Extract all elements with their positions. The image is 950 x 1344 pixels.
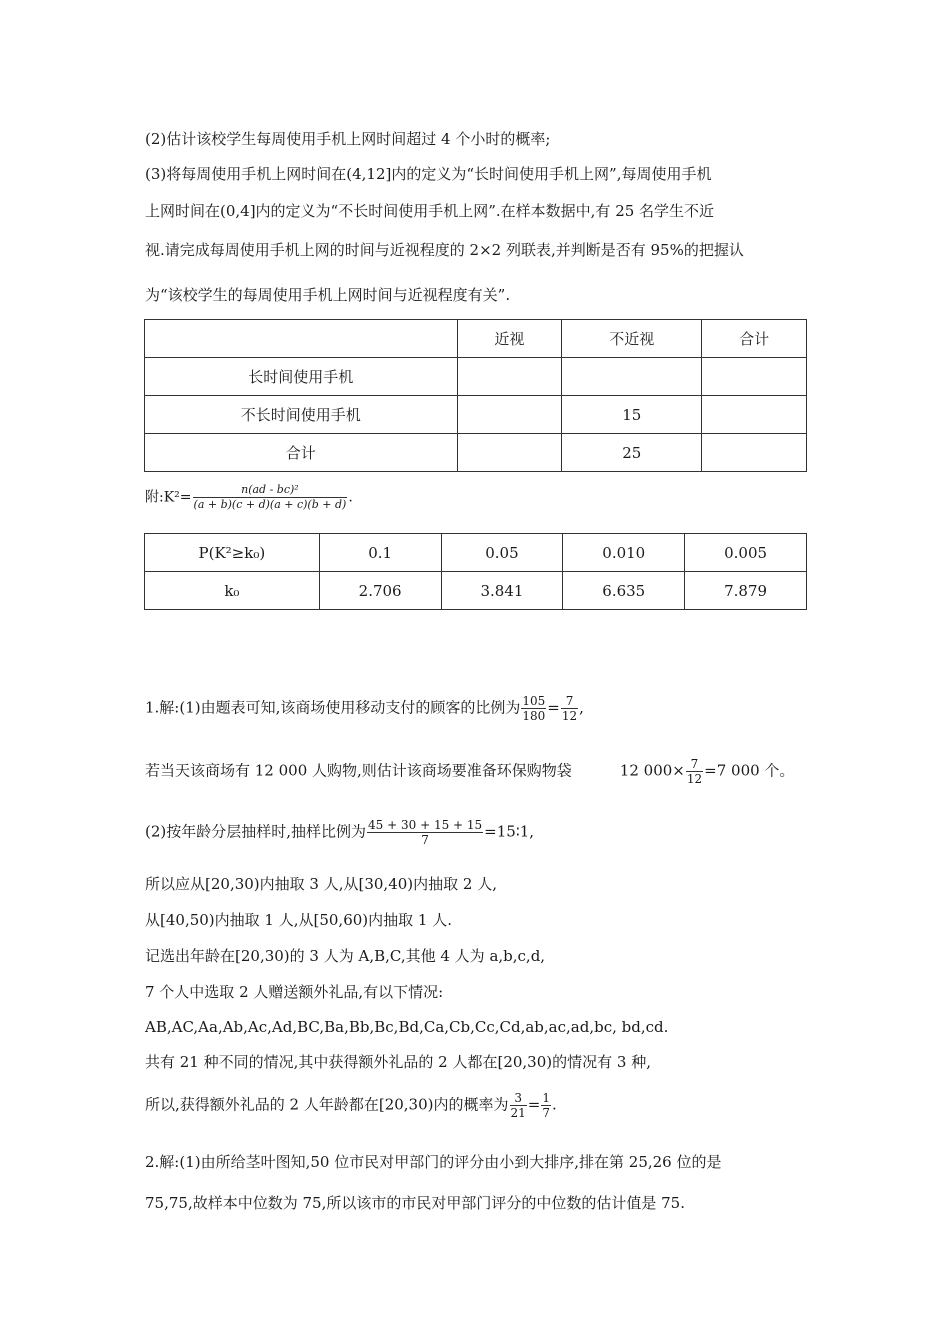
fraction-numerator: 1 xyxy=(542,1091,550,1105)
table-row xyxy=(145,572,807,610)
fraction-denominator: 21 xyxy=(510,1106,526,1120)
fraction xyxy=(510,1091,527,1120)
table-cell: 3.841 xyxy=(441,572,563,610)
answer-1-line-2 xyxy=(145,757,794,786)
fraction-numerator: 7 xyxy=(561,694,578,709)
table-cell: 近视 xyxy=(457,320,562,358)
table-cell: 0.1 xyxy=(319,534,441,572)
table-cell: 15 xyxy=(562,396,702,434)
fraction-numerator: 105 xyxy=(522,694,546,708)
table-row xyxy=(145,358,807,396)
answer-1-line-4: 所以应从[20,30)内抽取 3 人,从[30,40)内抽取 2 人, xyxy=(145,875,497,893)
table-cell: 7.879 xyxy=(685,572,807,610)
table-cell: k₀ xyxy=(145,572,320,610)
table-cell xyxy=(562,358,702,396)
table-cell: 0.010 xyxy=(563,534,685,572)
answer-text: =15∶1, xyxy=(484,822,535,841)
table-cell: 不长时间使用手机 xyxy=(145,396,458,434)
table-cell xyxy=(702,358,807,396)
answer-1-line-1 xyxy=(145,694,584,723)
table-row xyxy=(145,534,807,572)
answer-text: =7 000 个。 xyxy=(704,761,795,780)
question-2: (2)估计该校学生每周使用手机上网时间超过 4 个小时的概率; xyxy=(145,130,551,148)
answer-1-line-7: 7 个人中选取 2 人赠送额外礼品,有以下情况: xyxy=(145,983,444,1001)
table-cell: 不近视 xyxy=(562,320,702,358)
table-cell: 合计 xyxy=(145,434,458,472)
answer-text: (2)按年龄分层抽样时,抽样比例为 xyxy=(145,822,367,841)
critical-value-table xyxy=(144,533,807,610)
answer-1-line-8: AB,AC,Aa,Ab,Ac,Ad,BC,Ba,Bb,Bc,Bd,Ca,Cb,Cc,Cd,ab,ac,ad,bc, bd,cd. xyxy=(145,1018,669,1036)
table-cell: 0.005 xyxy=(685,534,807,572)
answer-text: 所以,获得额外礼品的 2 人年龄都在[20,30)内的概率为 xyxy=(145,1095,509,1114)
fraction-denominator: 7 xyxy=(421,833,429,847)
fraction-denominator: 12 xyxy=(561,709,578,723)
question-3-line-4: 为“该校学生的每周使用手机上网时间与近视程度有关”. xyxy=(145,286,511,304)
table-cell xyxy=(457,434,562,472)
table-cell xyxy=(457,396,562,434)
fraction-denominator: 12 xyxy=(686,772,703,786)
table-cell: 0.05 xyxy=(441,534,563,572)
table-cell xyxy=(702,434,807,472)
question-3-line-1: (3)将每周使用手机上网时间在(4,12]内的定义为“长时间使用手机上网”,每周使用手机 xyxy=(145,165,712,183)
question-3-line-3: 视.请完成每周使用手机上网的时间与近视程度的 2×2 列联表,并判断是否有 95%的把握认 xyxy=(145,241,744,259)
contingency-table xyxy=(144,319,807,472)
table-cell: P(K²≥k₀) xyxy=(145,534,320,572)
answer-text: , xyxy=(579,698,584,717)
answer-text: . xyxy=(552,1095,557,1114)
fraction xyxy=(686,757,703,786)
formula-numerator: n(ad - bc)² xyxy=(193,483,348,498)
table-row xyxy=(145,320,807,358)
table-row xyxy=(145,434,807,472)
answer-1-line-5: 从[40,50)内抽取 1 人,从[50,60)内抽取 1 人. xyxy=(145,911,452,929)
fraction-denominator: 180 xyxy=(522,709,546,723)
table-cell: 2.706 xyxy=(319,572,441,610)
answer-text: 若当天该商场有 12 000 人购物,则估计该商场要准备环保购物袋 xyxy=(145,761,572,780)
table-cell: 长时间使用手机 xyxy=(145,358,458,396)
fraction-numerator: 7 xyxy=(686,757,703,772)
equals-sign: = xyxy=(527,1095,541,1114)
fraction xyxy=(561,694,578,723)
answer-text: 1.解:(1)由题表可知,该商场使用移动支付的顾客的比例为 xyxy=(145,698,521,717)
table-cell xyxy=(702,396,807,434)
table-row xyxy=(145,396,807,434)
formula-prefix: 附:K²= xyxy=(145,489,192,506)
table-cell xyxy=(457,358,562,396)
formula-suffix: . xyxy=(348,489,353,506)
equals-sign: = xyxy=(547,698,560,717)
answer-2-line-2: 75,75,故样本中位数为 75,所以该市的市民对甲部门评分的中位数的估计值是 75. xyxy=(145,1194,685,1212)
answer-1-line-3 xyxy=(145,818,534,847)
fraction-numerator: 3 xyxy=(510,1091,527,1106)
fraction xyxy=(367,818,483,847)
question-3-line-2: 上网时间在(0,4]内的定义为“不长时间使用手机上网”.在样本数据中,有 25 名学生不近 xyxy=(145,202,715,220)
table-cell xyxy=(145,320,458,358)
fraction-numerator: 45 + 30 + 15 + 15 xyxy=(368,818,483,832)
table-cell: 合计 xyxy=(702,320,807,358)
fraction xyxy=(521,694,546,723)
fraction-denominator: 7 xyxy=(542,1106,550,1120)
formula-denominator: (a + b)(c + d)(a + c)(b + d) xyxy=(193,498,347,511)
table-cell: 6.635 xyxy=(563,572,685,610)
answer-2-line-1: 2.解:(1)由所给茎叶图知,50 位市民对甲部门的评分由小到大排序,排在第 25,26 位的是 xyxy=(145,1153,722,1171)
k-squared-formula xyxy=(145,483,353,512)
fraction xyxy=(541,1091,551,1120)
table-cell: 25 xyxy=(562,434,702,472)
answer-1-line-10 xyxy=(145,1091,557,1120)
answer-text: 12 000× xyxy=(619,761,685,780)
answer-1-line-9: 共有 21 种不同的情况,其中获得额外礼品的 2 人都在[20,30)的情况有 3 种, xyxy=(145,1053,651,1071)
formula-fraction xyxy=(193,483,348,512)
answer-1-line-6: 记选出年龄在[20,30)的 3 人为 A,B,C,其他 4 人为 a,b,c,d, xyxy=(145,947,546,965)
